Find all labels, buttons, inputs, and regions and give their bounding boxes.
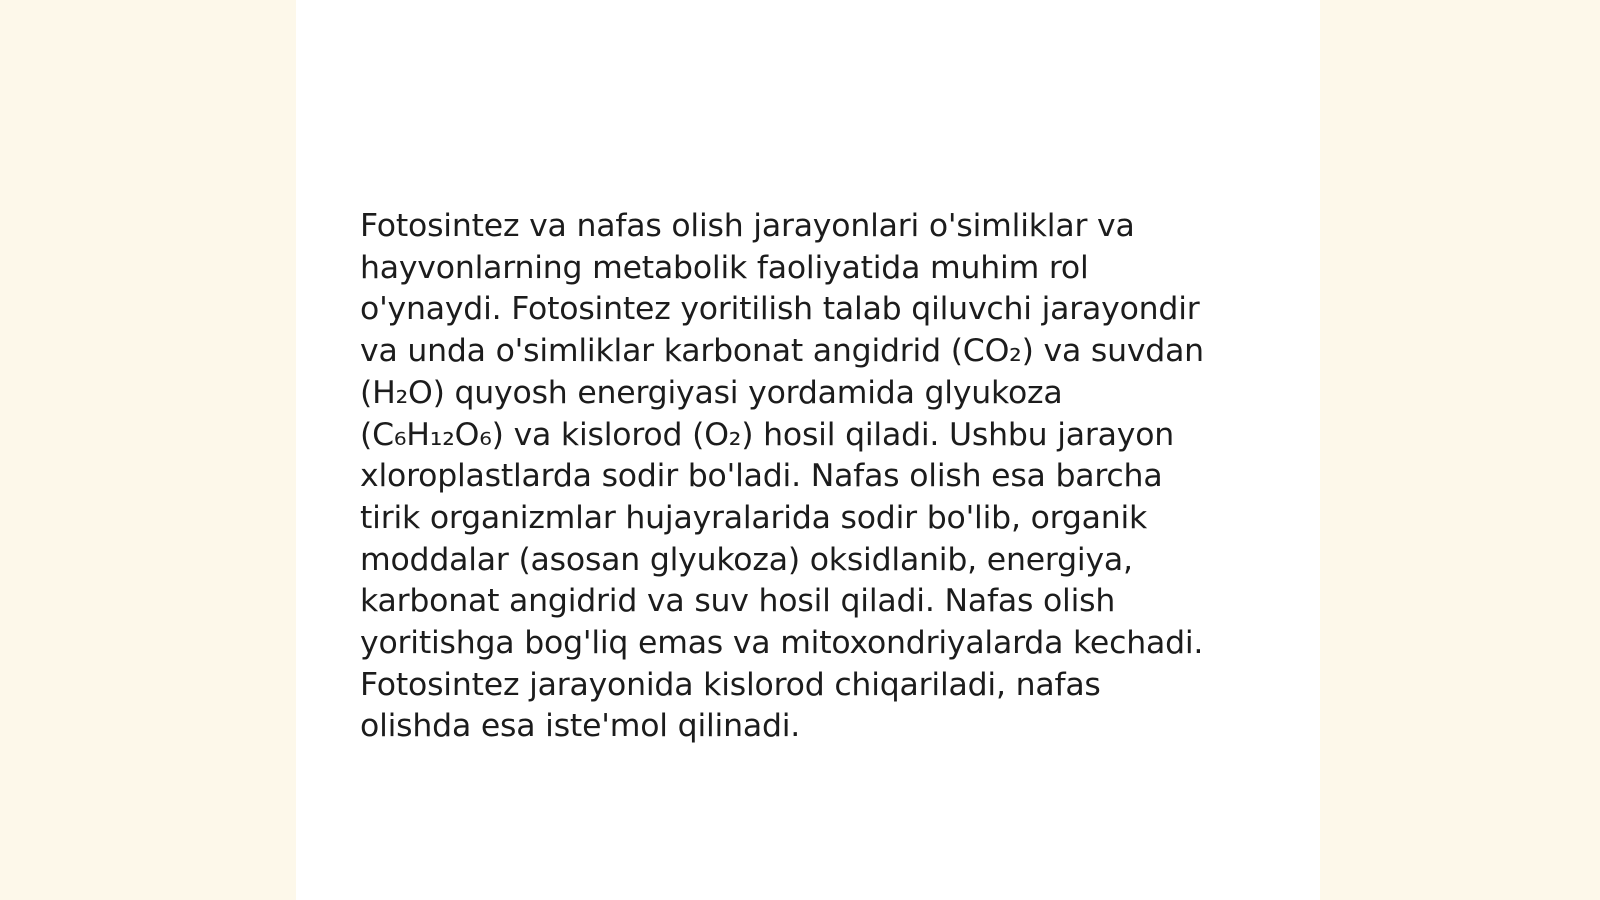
document-page bbox=[296, 0, 1320, 900]
body-paragraph: Fotosintez va nafas olish jarayonlari o'simliklar va hayvonlarning metabolik faoliyatida muhim rol o'ynaydi. Fotosintez yoritilish talab qiluvchi jarayondir va unda o'simliklar karbonat angidrid (CO₂) va suvdan (H₂O) quyosh energiyasi yordamida glyukoza (C₆H₁₂O₆) va kislorod (O₂) hosil qiladi. Ushbu jarayon xloroplastlarda sodir bo'ladi. Nafas olish esa barcha tirik organizmlar hujayralarida sodir bo'lib, organik moddalar (asosan glyukoza) oksidlanib, energiya, karbonat angidrid va suv hosil qiladi. Nafas olish yoritishga bog'liq emas va mitoxondriyalarda kechadi. Fotosintez jarayonida kislorod chiqariladi, nafas olishda esa iste'mol qilinadi. bbox=[360, 208, 1204, 745]
